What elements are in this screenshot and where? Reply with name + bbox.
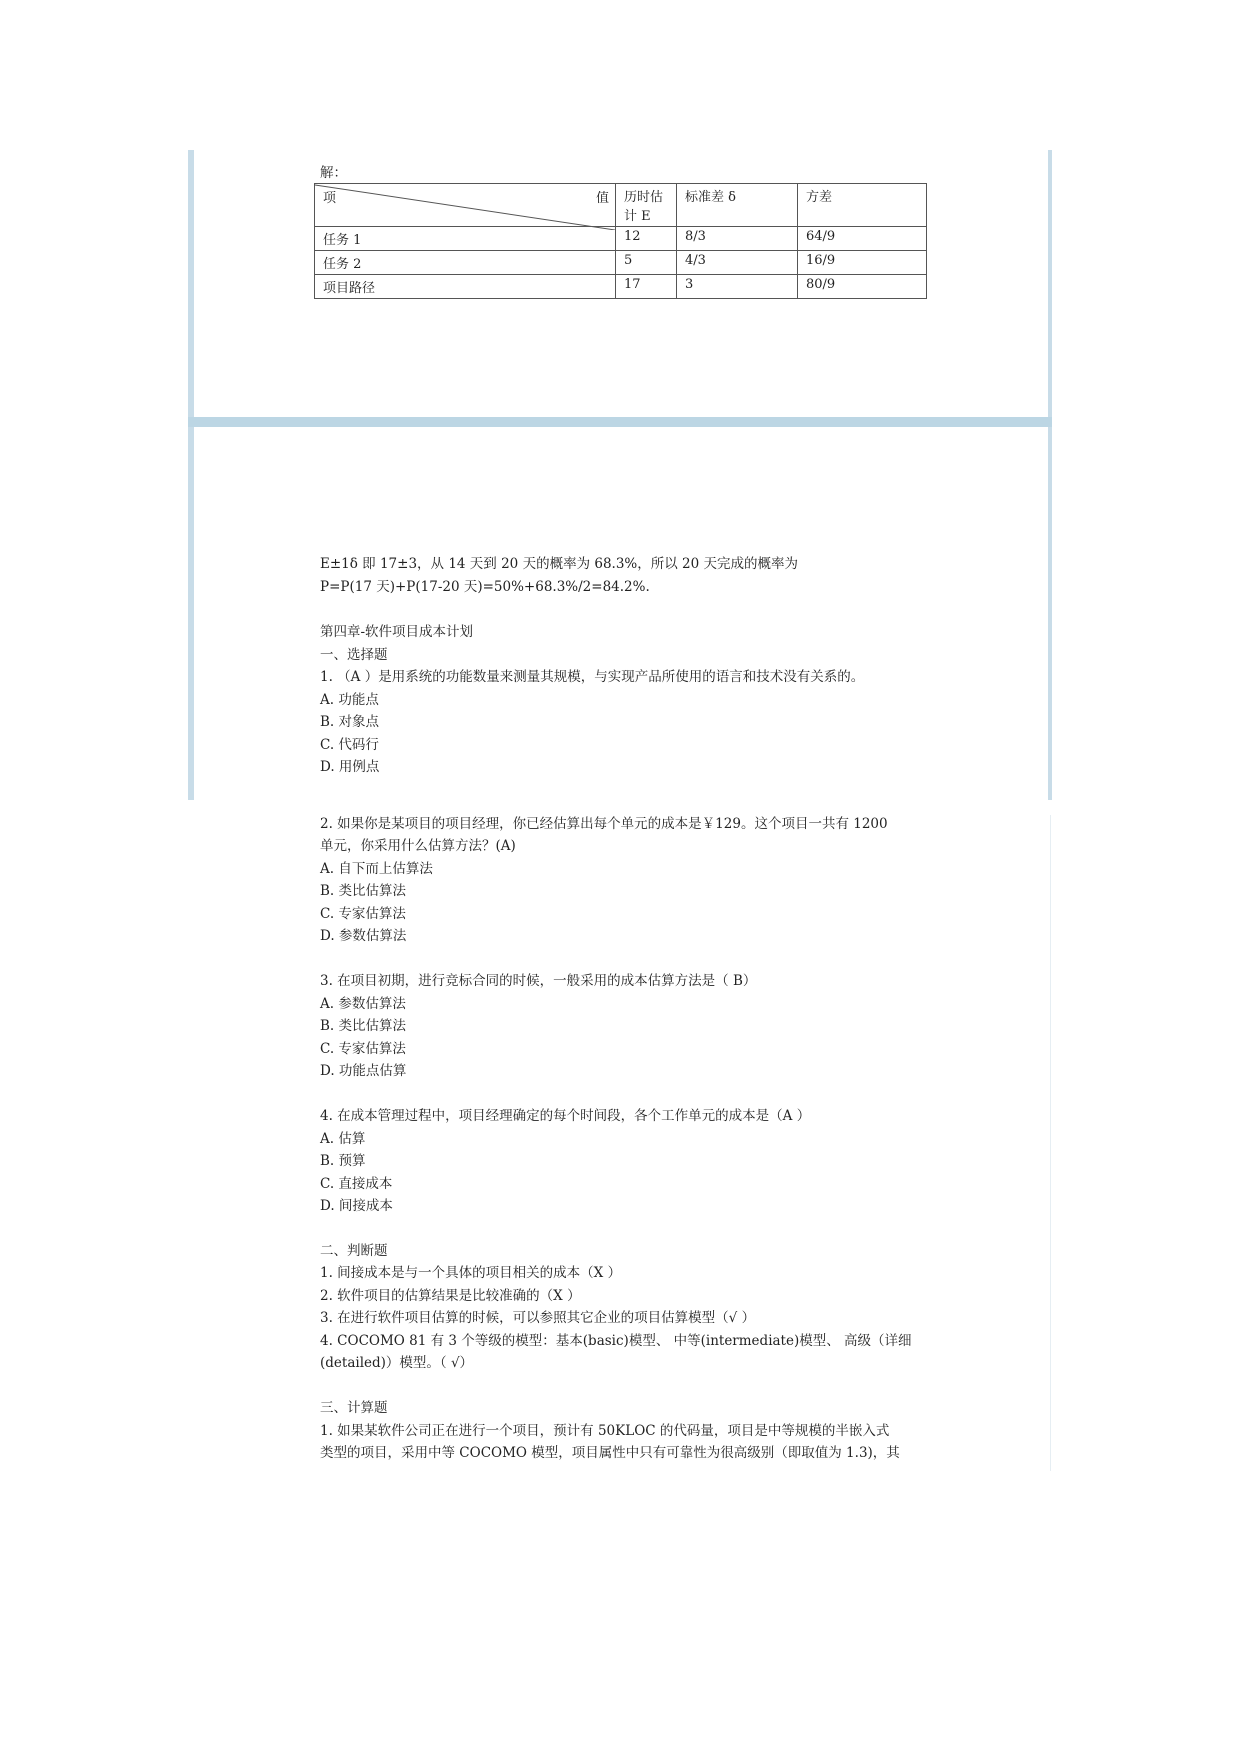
judgement-3: 3. 在进行软件项目估算的时候，可以参照其它企业的项目估算模型（√ ）: [320, 1310, 756, 1326]
header-duration-line1: 历时估: [624, 190, 664, 205]
diagonal-line: [315, 184, 615, 230]
table-corner-cell: [315, 184, 616, 227]
option-text: A. 功能点: [320, 692, 379, 708]
section-heading-calculation: 三、计算题: [320, 1400, 388, 1416]
question-1: 1. （A ）是用系统的功能数量来测量其规模，与实现产品所使用的语言和技术没有关系的。: [320, 669, 865, 685]
frame-right-border: [1048, 150, 1052, 800]
calculation-1-line-1: 1. 如果某软件公司正在进行一个项目，预计有 50KLOC 的代码量，项目是中等规模的半嵌入式: [320, 1423, 890, 1439]
judgement-4-line-1: 4. COCOMO 81 有 3 个等级的模型：基本(basic)模型、 中等(intermediate)模型、 高级（详细: [320, 1333, 912, 1349]
option-text: A. 参数估算法: [320, 996, 406, 1012]
chapter-title: 第四章-软件项目成本计划: [320, 624, 474, 640]
question-4: 4. 在成本管理过程中，项目经理确定的每个时间段，各个工作单元的成本是（A ）: [320, 1108, 811, 1124]
table-cell: 5: [616, 251, 677, 275]
header-stddev: [677, 184, 798, 227]
table-row: [315, 251, 927, 275]
table-row: [315, 275, 927, 299]
option-text: B. 对象点: [320, 714, 380, 730]
table-cell: 64/9: [798, 227, 927, 251]
table-cell: 3: [677, 275, 798, 299]
option-text: C. 专家估算法: [320, 1041, 406, 1057]
judgement-2: 2. 软件项目的估算结果是比较准确的（X ）: [320, 1288, 581, 1304]
option-text: B. 类比估算法: [320, 1018, 407, 1034]
table-cell: 80/9: [798, 275, 927, 299]
question-2-line-2: 单元，你采用什么估算方法？(A): [320, 838, 516, 854]
header-stddev-label: 标准差 δ: [685, 190, 736, 205]
option-text: C. 代码行: [320, 737, 379, 753]
table-cell: 17: [616, 275, 677, 299]
frame-left-border: [188, 150, 194, 800]
header-variance: [798, 184, 927, 227]
frame-right-border-lower: [1050, 815, 1051, 1471]
question-2-line-1: 2. 如果你是某项目的项目经理，你已经估算出每个单元的成本是￥129。这个项目一共有 1200: [320, 816, 888, 832]
probability-line-2: P=P(17 天)+P(17-20 天)=50%+68.3%/2=84.2%.: [320, 579, 650, 595]
option-text: A. 估算: [320, 1131, 366, 1147]
table-cell: 12: [616, 227, 677, 251]
corner-label-right: 值: [595, 191, 609, 206]
frame-divider-bar: [188, 417, 1052, 427]
header-duration: [616, 184, 677, 227]
option-text: A. 自下而上估算法: [320, 861, 433, 877]
option-text: D. 功能点估算: [320, 1063, 407, 1079]
header-variance-label: 方差: [806, 190, 833, 205]
header-duration-line2: 计 E: [624, 209, 651, 224]
table-row: [315, 227, 927, 251]
table-cell: 任务 2: [315, 251, 616, 275]
section-heading-choice: 一、选择题: [320, 647, 388, 663]
table-cell: 16/9: [798, 251, 927, 275]
table-cell: 8/3: [677, 227, 798, 251]
table-cell: 4/3: [677, 251, 798, 275]
option-text: B. 类比估算法: [320, 883, 407, 899]
section-heading-judgement: 二、判断题: [320, 1243, 388, 1259]
table-header-row: [315, 184, 927, 227]
table-cell: 项目路径: [315, 275, 616, 299]
corner-label-left: 项: [323, 191, 337, 206]
judgement-1: 1. 间接成本是与一个具体的项目相关的成本（X ）: [320, 1265, 622, 1281]
option-text: B. 预算: [320, 1153, 366, 1169]
option-text: C. 专家估算法: [320, 906, 406, 922]
judgement-4-line-2: (detailed)）模型。（ √）: [320, 1355, 474, 1371]
calculation-1-line-2: 类型的项目，采用中等 COCOMO 模型，项目属性中只有可靠性为很高级别（即取值为 1.3)，其: [320, 1445, 900, 1461]
option-text: D. 参数估算法: [320, 928, 407, 944]
option-text: D. 用例点: [320, 759, 380, 775]
option-text: C. 直接成本: [320, 1176, 393, 1192]
estimate-table: [314, 183, 927, 299]
option-text: D. 间接成本: [320, 1198, 393, 1214]
probability-line-1: E±1δ 即 17±3，从 14 天到 20 天的概率为 68.3%，所以 20 天完成的概率为: [320, 556, 799, 572]
table-cell: 任务 1: [315, 227, 616, 251]
solution-label: 解：: [320, 165, 347, 181]
question-3: 3. 在项目初期，进行竞标合同的时候，一般采用的成本估算方法是（ B）: [320, 973, 757, 989]
